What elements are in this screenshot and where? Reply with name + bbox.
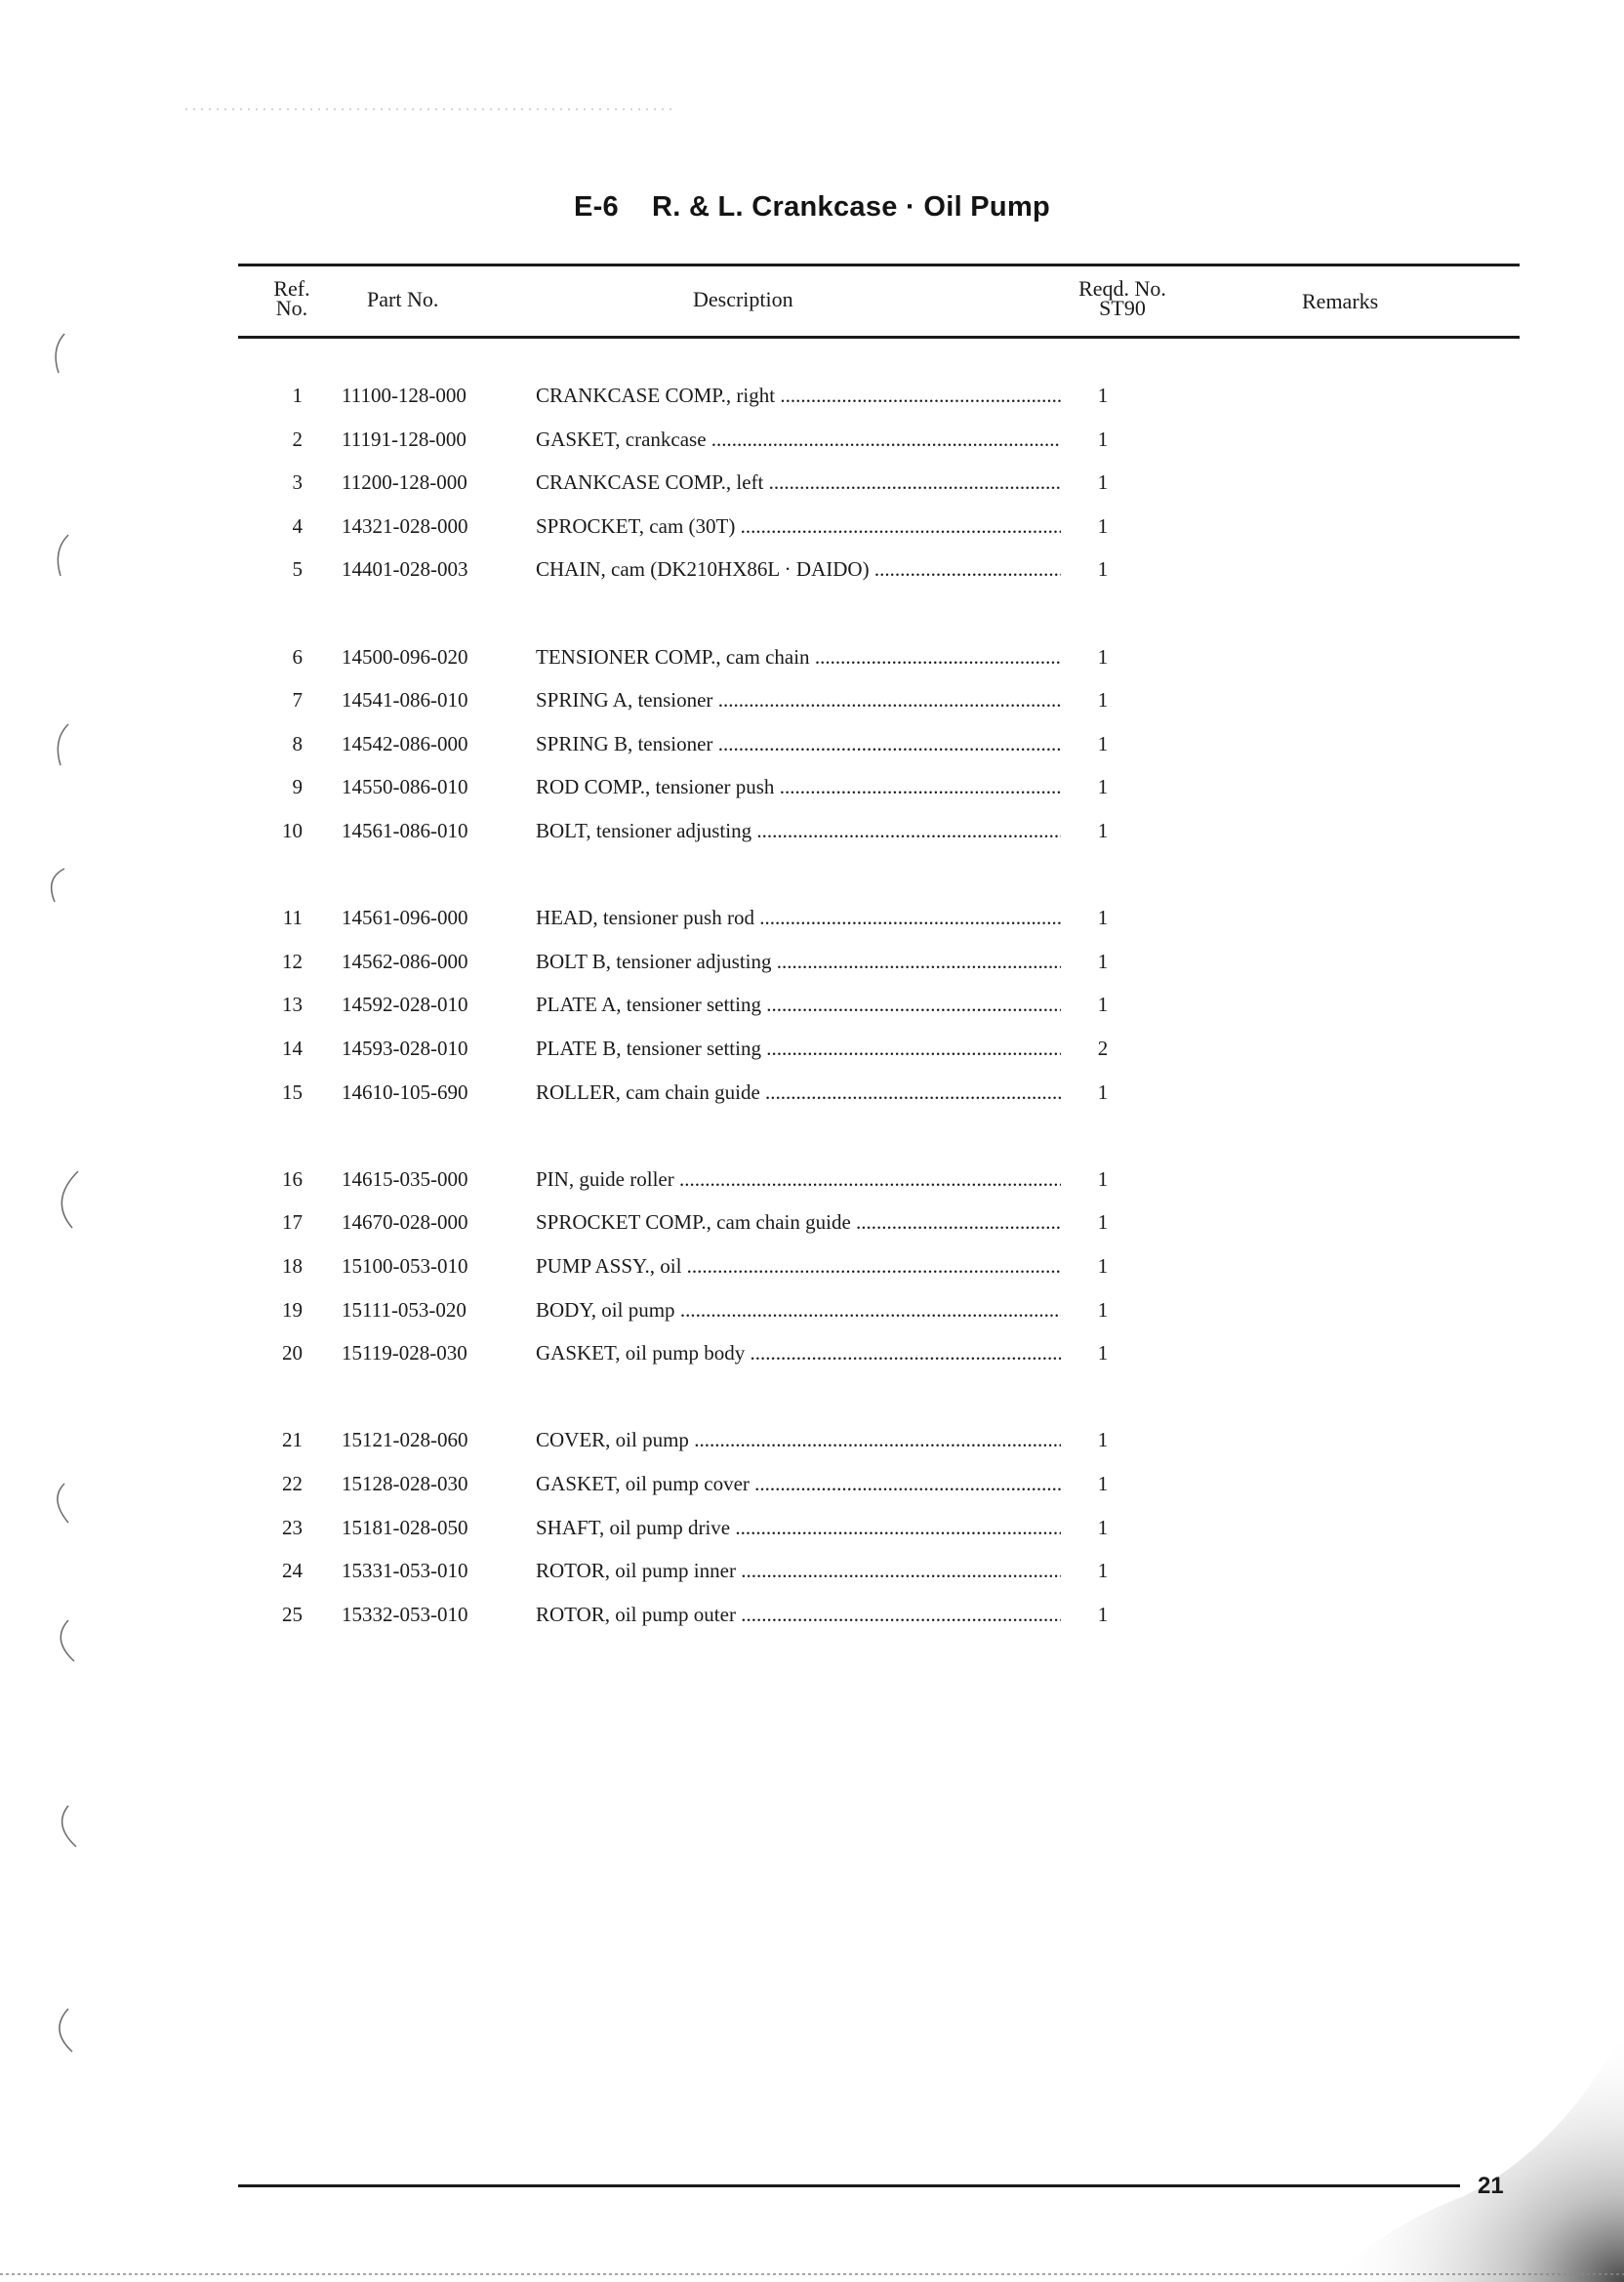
table-row: [0, 1513, 1624, 1542]
part-no-cell: 14593-028-010: [342, 1037, 468, 1060]
description-cell: SPROCKET, cam (30T) .....: [536, 511, 1061, 541]
table-row: [0, 1164, 1624, 1194]
ref-cell: 18: [282, 1254, 303, 1278]
ref-cell: 4: [292, 513, 303, 538]
table-row: [0, 1034, 1624, 1063]
part-no-cell: 15119-028-030: [342, 1341, 467, 1365]
qty-cell: 1: [1097, 1210, 1109, 1235]
table-row: [0, 468, 1624, 497]
qty-cell: 1: [1097, 949, 1109, 973]
ref-cell: 20: [282, 1341, 303, 1365]
part-no-cell: 15332-053-010: [342, 1602, 468, 1626]
header-description: Description: [693, 287, 793, 311]
description-cell: ROLLER, cam chain guide .....: [536, 1078, 1061, 1107]
description-cell: PUMP ASSY., oil .....: [536, 1251, 1061, 1281]
table-row: [0, 729, 1624, 758]
qty-cell: 1: [1097, 1602, 1109, 1626]
part-no-cell: 14592-028-010: [342, 993, 468, 1017]
qty-cell: 1: [1097, 1297, 1109, 1322]
qty-cell: 1: [1097, 427, 1109, 451]
qty-cell: 1: [1097, 1472, 1109, 1495]
header-rule-bottom: [238, 336, 1520, 339]
description-cell: ROTOR, oil pump inner .....: [536, 1556, 1061, 1585]
qty-cell: 1: [1097, 644, 1109, 669]
qty-cell: 1: [1097, 688, 1109, 713]
ref-cell: 6: [292, 644, 303, 669]
table-row: [0, 1251, 1624, 1281]
ref-cell: 21: [282, 1428, 303, 1452]
table-row: [0, 1078, 1624, 1107]
ref-cell: 19: [282, 1297, 303, 1322]
qty-cell: 1: [1097, 1341, 1109, 1365]
ref-cell: 23: [282, 1515, 303, 1539]
part-no-cell: 14615-035-000: [342, 1166, 468, 1191]
table-row: [0, 1469, 1624, 1498]
part-no-cell: 14321-028-000: [342, 513, 468, 538]
qty-cell: 1: [1097, 1080, 1109, 1104]
table-row: [0, 1338, 1624, 1367]
description-cell: CHAIN, cam (DK210HX86L · DAIDO) .....: [536, 554, 1061, 584]
table-row: [0, 381, 1624, 410]
description-cell: BOLT B, tensioner adjusting .....: [536, 947, 1061, 976]
ref-cell: 7: [292, 688, 303, 713]
description-cell: PIN, guide roller .....: [536, 1164, 1061, 1194]
ref-cell: 17: [282, 1210, 303, 1235]
table-row: [0, 772, 1624, 801]
footer-rule: [238, 2184, 1460, 2187]
ref-cell: 8: [292, 731, 303, 755]
description-cell: SHAFT, oil pump drive .....: [536, 1513, 1061, 1542]
qty-cell: 1: [1097, 993, 1109, 1017]
part-no-cell: 14561-086-010: [342, 819, 468, 842]
part-no-cell: 14562-086-000: [342, 949, 468, 973]
qty-cell: 1: [1097, 384, 1109, 407]
qty-cell: 1: [1097, 1515, 1109, 1539]
table-row: [0, 554, 1624, 584]
table-row: [0, 511, 1624, 541]
qty-cell: 1: [1097, 819, 1109, 842]
part-no-cell: 15181-028-050: [342, 1515, 468, 1539]
part-no-cell: 14541-086-010: [342, 688, 468, 713]
part-no-cell: 15331-053-010: [342, 1559, 468, 1583]
part-no-cell: 11100-128-000: [342, 384, 467, 407]
ref-cell: 25: [282, 1602, 303, 1626]
section-title: R. & L. Crankcase · Oil Pump: [651, 191, 1051, 223]
header-reqd-no: Reqd. No. ST90: [1078, 276, 1166, 320]
page-number: 21: [1478, 2173, 1504, 2199]
table-row: [0, 903, 1624, 932]
header-ref-no: Ref. No.: [273, 276, 310, 320]
qty-cell: 1: [1097, 513, 1109, 538]
description-cell: GASKET, oil pump body .....: [536, 1338, 1061, 1367]
part-no-cell: 15100-053-010: [342, 1254, 468, 1278]
ref-cell: 11: [282, 906, 303, 930]
ref-cell: 22: [282, 1472, 303, 1495]
description-cell: SPRING A, tensioner .....: [536, 685, 1061, 714]
ref-cell: 13: [282, 993, 303, 1017]
part-no-cell: 15111-053-020: [342, 1297, 467, 1322]
qty-cell: 1: [1097, 731, 1109, 755]
description-cell: SPROCKET COMP., cam chain guide .....: [536, 1207, 1061, 1237]
header-part-no: Part No.: [367, 287, 439, 311]
description-cell: CRANKCASE COMP., right .....: [536, 381, 1061, 410]
ref-cell: 2: [292, 427, 303, 451]
table-row: [0, 1425, 1624, 1454]
qty-cell: 1: [1097, 1428, 1109, 1452]
table-row: [0, 1600, 1624, 1629]
table-row: [0, 1556, 1624, 1585]
ref-cell: 3: [292, 470, 303, 495]
ref-cell: 5: [292, 557, 303, 582]
section-number: E-6: [573, 191, 619, 223]
table-row: [0, 816, 1624, 845]
ref-cell: 10: [282, 819, 303, 842]
table-row: [0, 1207, 1624, 1237]
description-cell: BODY, oil pump .....: [536, 1295, 1061, 1324]
qty-cell: 1: [1097, 557, 1109, 582]
qty-cell: 1: [1097, 906, 1109, 930]
header-remarks: Remarks: [1302, 289, 1379, 313]
page-title: [0, 191, 1624, 224]
table-row: [0, 947, 1624, 976]
ref-cell: 12: [282, 949, 303, 973]
ref-cell: 9: [292, 775, 303, 799]
description-cell: ROTOR, oil pump outer .....: [536, 1600, 1061, 1629]
qty-cell: 1: [1097, 470, 1109, 495]
qty-cell: 1: [1097, 1166, 1109, 1191]
part-no-cell: 14550-086-010: [342, 775, 468, 799]
part-no-cell: 11191-128-000: [342, 427, 467, 451]
description-cell: BOLT, tensioner adjusting .....: [536, 816, 1061, 845]
part-no-cell: 14500-096-020: [342, 644, 468, 669]
part-no-cell: 14610-105-690: [342, 1080, 468, 1104]
part-no-cell: 11200-128-000: [342, 470, 467, 495]
description-cell: SPRING B, tensioner .....: [536, 729, 1061, 758]
description-cell: CRANKCASE COMP., left .....: [536, 468, 1061, 497]
part-no-cell: 15121-028-060: [342, 1428, 468, 1452]
table-row: [0, 1295, 1624, 1324]
description-cell: PLATE A, tensioner setting .....: [536, 990, 1061, 1019]
table-row: [0, 425, 1624, 454]
table-row: [0, 685, 1624, 714]
qty-cell: 1: [1097, 775, 1109, 799]
part-no-cell: 15128-028-030: [342, 1472, 468, 1495]
table-row: [0, 642, 1624, 672]
ref-cell: 15: [282, 1080, 303, 1104]
ref-cell: 16: [282, 1166, 303, 1191]
description-cell: GASKET, oil pump cover .....: [536, 1469, 1061, 1498]
part-no-cell: 14542-086-000: [342, 731, 468, 755]
part-no-cell: 14561-096-000: [342, 906, 468, 930]
header-rule-top: [238, 264, 1520, 266]
qty-cell: 1: [1097, 1254, 1109, 1278]
description-cell: TENSIONER COMP., cam chain .....: [536, 642, 1061, 672]
table-row: [0, 990, 1624, 1019]
ref-cell: 1: [292, 384, 303, 407]
description-cell: PLATE B, tensioner setting .....: [536, 1034, 1061, 1063]
description-cell: COVER, oil pump .....: [536, 1425, 1061, 1454]
description-cell: ROD COMP., tensioner push .....: [536, 772, 1061, 801]
part-no-cell: 14670-028-000: [342, 1210, 468, 1235]
ref-cell: 24: [282, 1559, 303, 1583]
ref-cell: 14: [282, 1037, 303, 1060]
description-cell: HEAD, tensioner push rod .....: [536, 903, 1061, 932]
qty-cell: 2: [1097, 1037, 1109, 1060]
part-no-cell: 14401-028-003: [342, 557, 468, 582]
qty-cell: 1: [1097, 1559, 1109, 1583]
description-cell: GASKET, crankcase .....: [536, 425, 1061, 454]
